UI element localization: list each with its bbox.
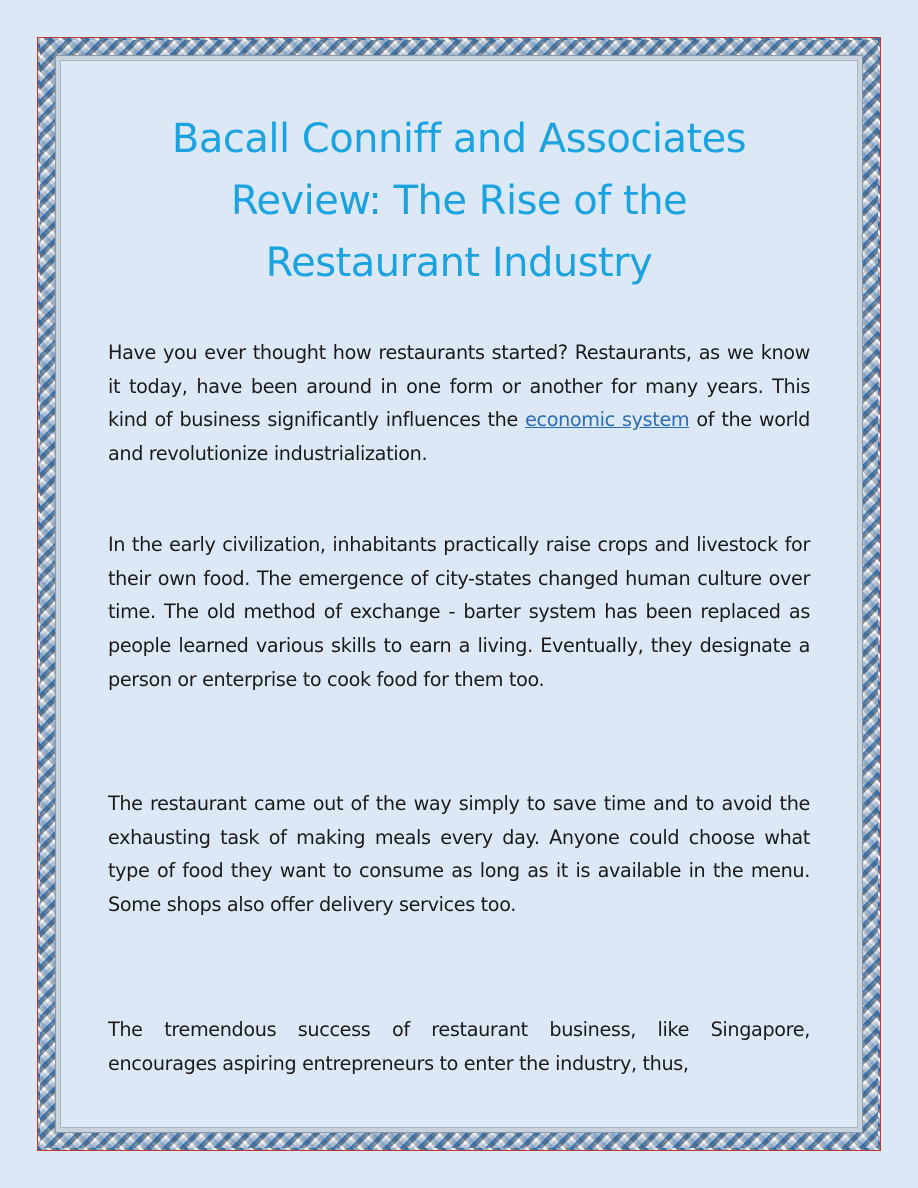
paragraph-4: The tremendous success of restaurant business, like Singapore, encourages aspiring entrepreneurs to enter the industry, thus, xyxy=(108,1018,810,1075)
page-title: Bacall Conniff and Associates Review: The Rise of the Restaurant Industry xyxy=(171,116,747,286)
paragraph-1-text-before: Have you ever thought how restaurants started? Restaurants, as we know it today, have been around in one form or another for many years. This kind of business significantly influences the xyxy=(108,341,810,432)
document-content xyxy=(108,108,810,1075)
paragraph-3: The restaurant came out of the way simply to save time and to avoid the exhausting task of making meals every day. Anyone could choose what type of food they want to consume as long as it is available in the menu. Some shops also offer delivery services too. xyxy=(108,792,810,917)
paragraph-2: In the early civilization, inhabitants practically raise crops and livestock for their own food. The emergence of city-states changed human culture over time. The old method of exchange - barter system has been replaced as people learned various skills to earn a living. Eventually, they designate a person or enterprise to cook food for them too. xyxy=(108,533,810,691)
paragraph-1-text-after: of the world and revolutionize industrialization. xyxy=(108,408,810,466)
economic-system-link[interactable]: economic system xyxy=(525,408,690,432)
paragraph-1 xyxy=(108,336,810,471)
